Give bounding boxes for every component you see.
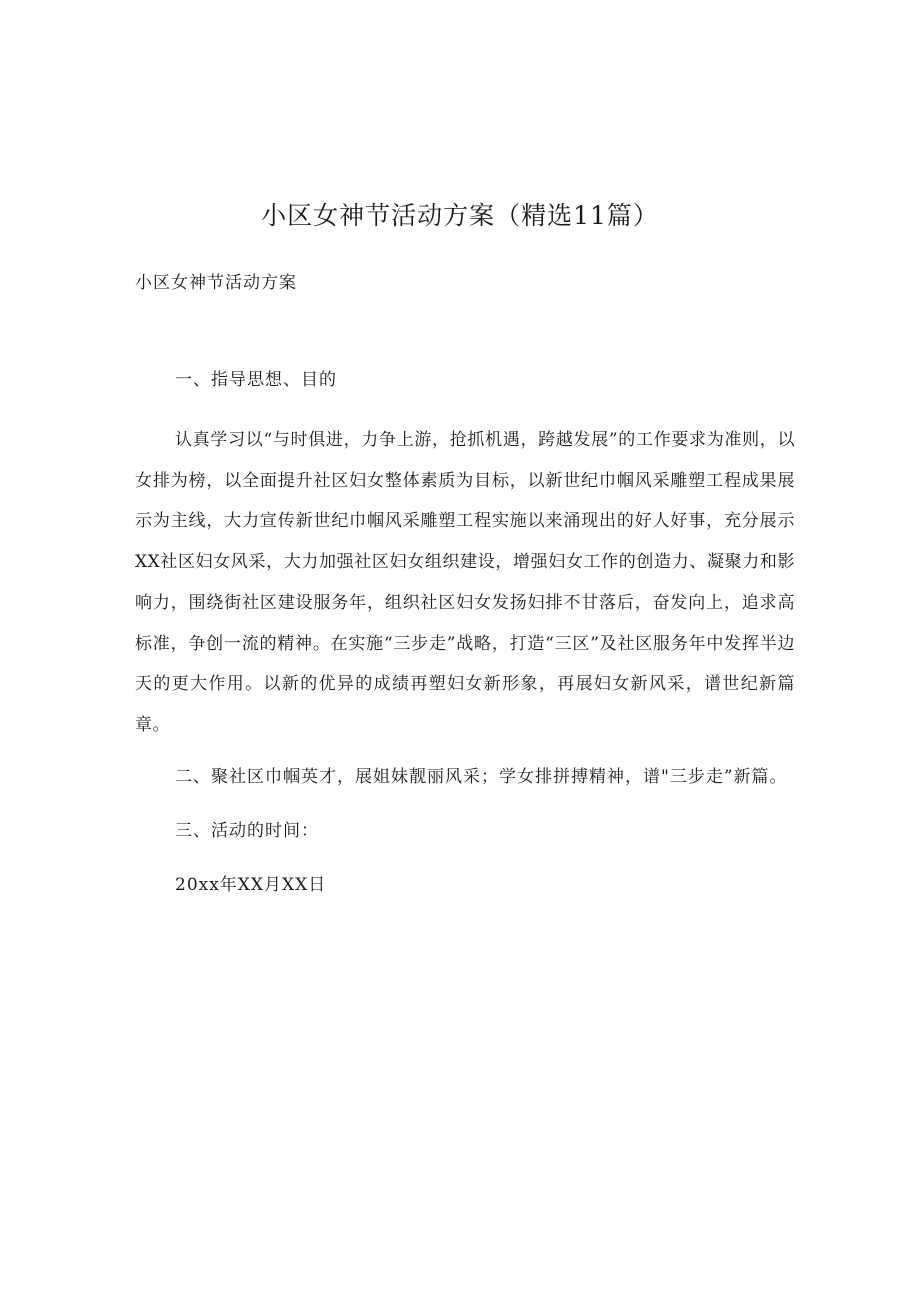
section-body-guiding-thought: 认真学习以“与时俱进，力争上游，抢抓机遇，跨越发展”的工作要求为准则，以女排为榜，以全面提升社区妇女整体素质为目标，以新世纪巾帼风采雕塑工程成果展示为主线，大力宣传新世纪巾帼风采雕塑工程实施以来涌现出的好人好事，充分展示XX社区妇女风采，大力加强社区妇女组织建设，增强妇女工作的创造力、凝聚力和影响力，围绕街社区建设服务年，组织社区妇女发扬妇排不甘落后，奋发向上，追求高标准，争创一流的精神。在实施“三步走”战略，打造“三区”及社区服务年中发挥半边天的更大作用。以新的优异的成绩再塑妇女新形象，再展妇女新风采，谱世纪新篇章。: [135, 430, 795, 735]
section-heading-guiding-thought: 一、指导思想、目的: [175, 370, 337, 390]
document-subtitle: 小区女神节活动方案: [135, 273, 297, 293]
section-heading-theme: 二、聚社区巾帼英才，展姐妹靓丽风采；学女排拼搏精神，谱"三步走”新篇。: [175, 767, 788, 787]
document-title: 小区女神节活动方案（精选11篇）: [261, 201, 659, 230]
activity-date: 20xx年XX月XX日: [175, 875, 327, 895]
section-heading-activity-time: 三、活动的时间：: [175, 821, 319, 841]
